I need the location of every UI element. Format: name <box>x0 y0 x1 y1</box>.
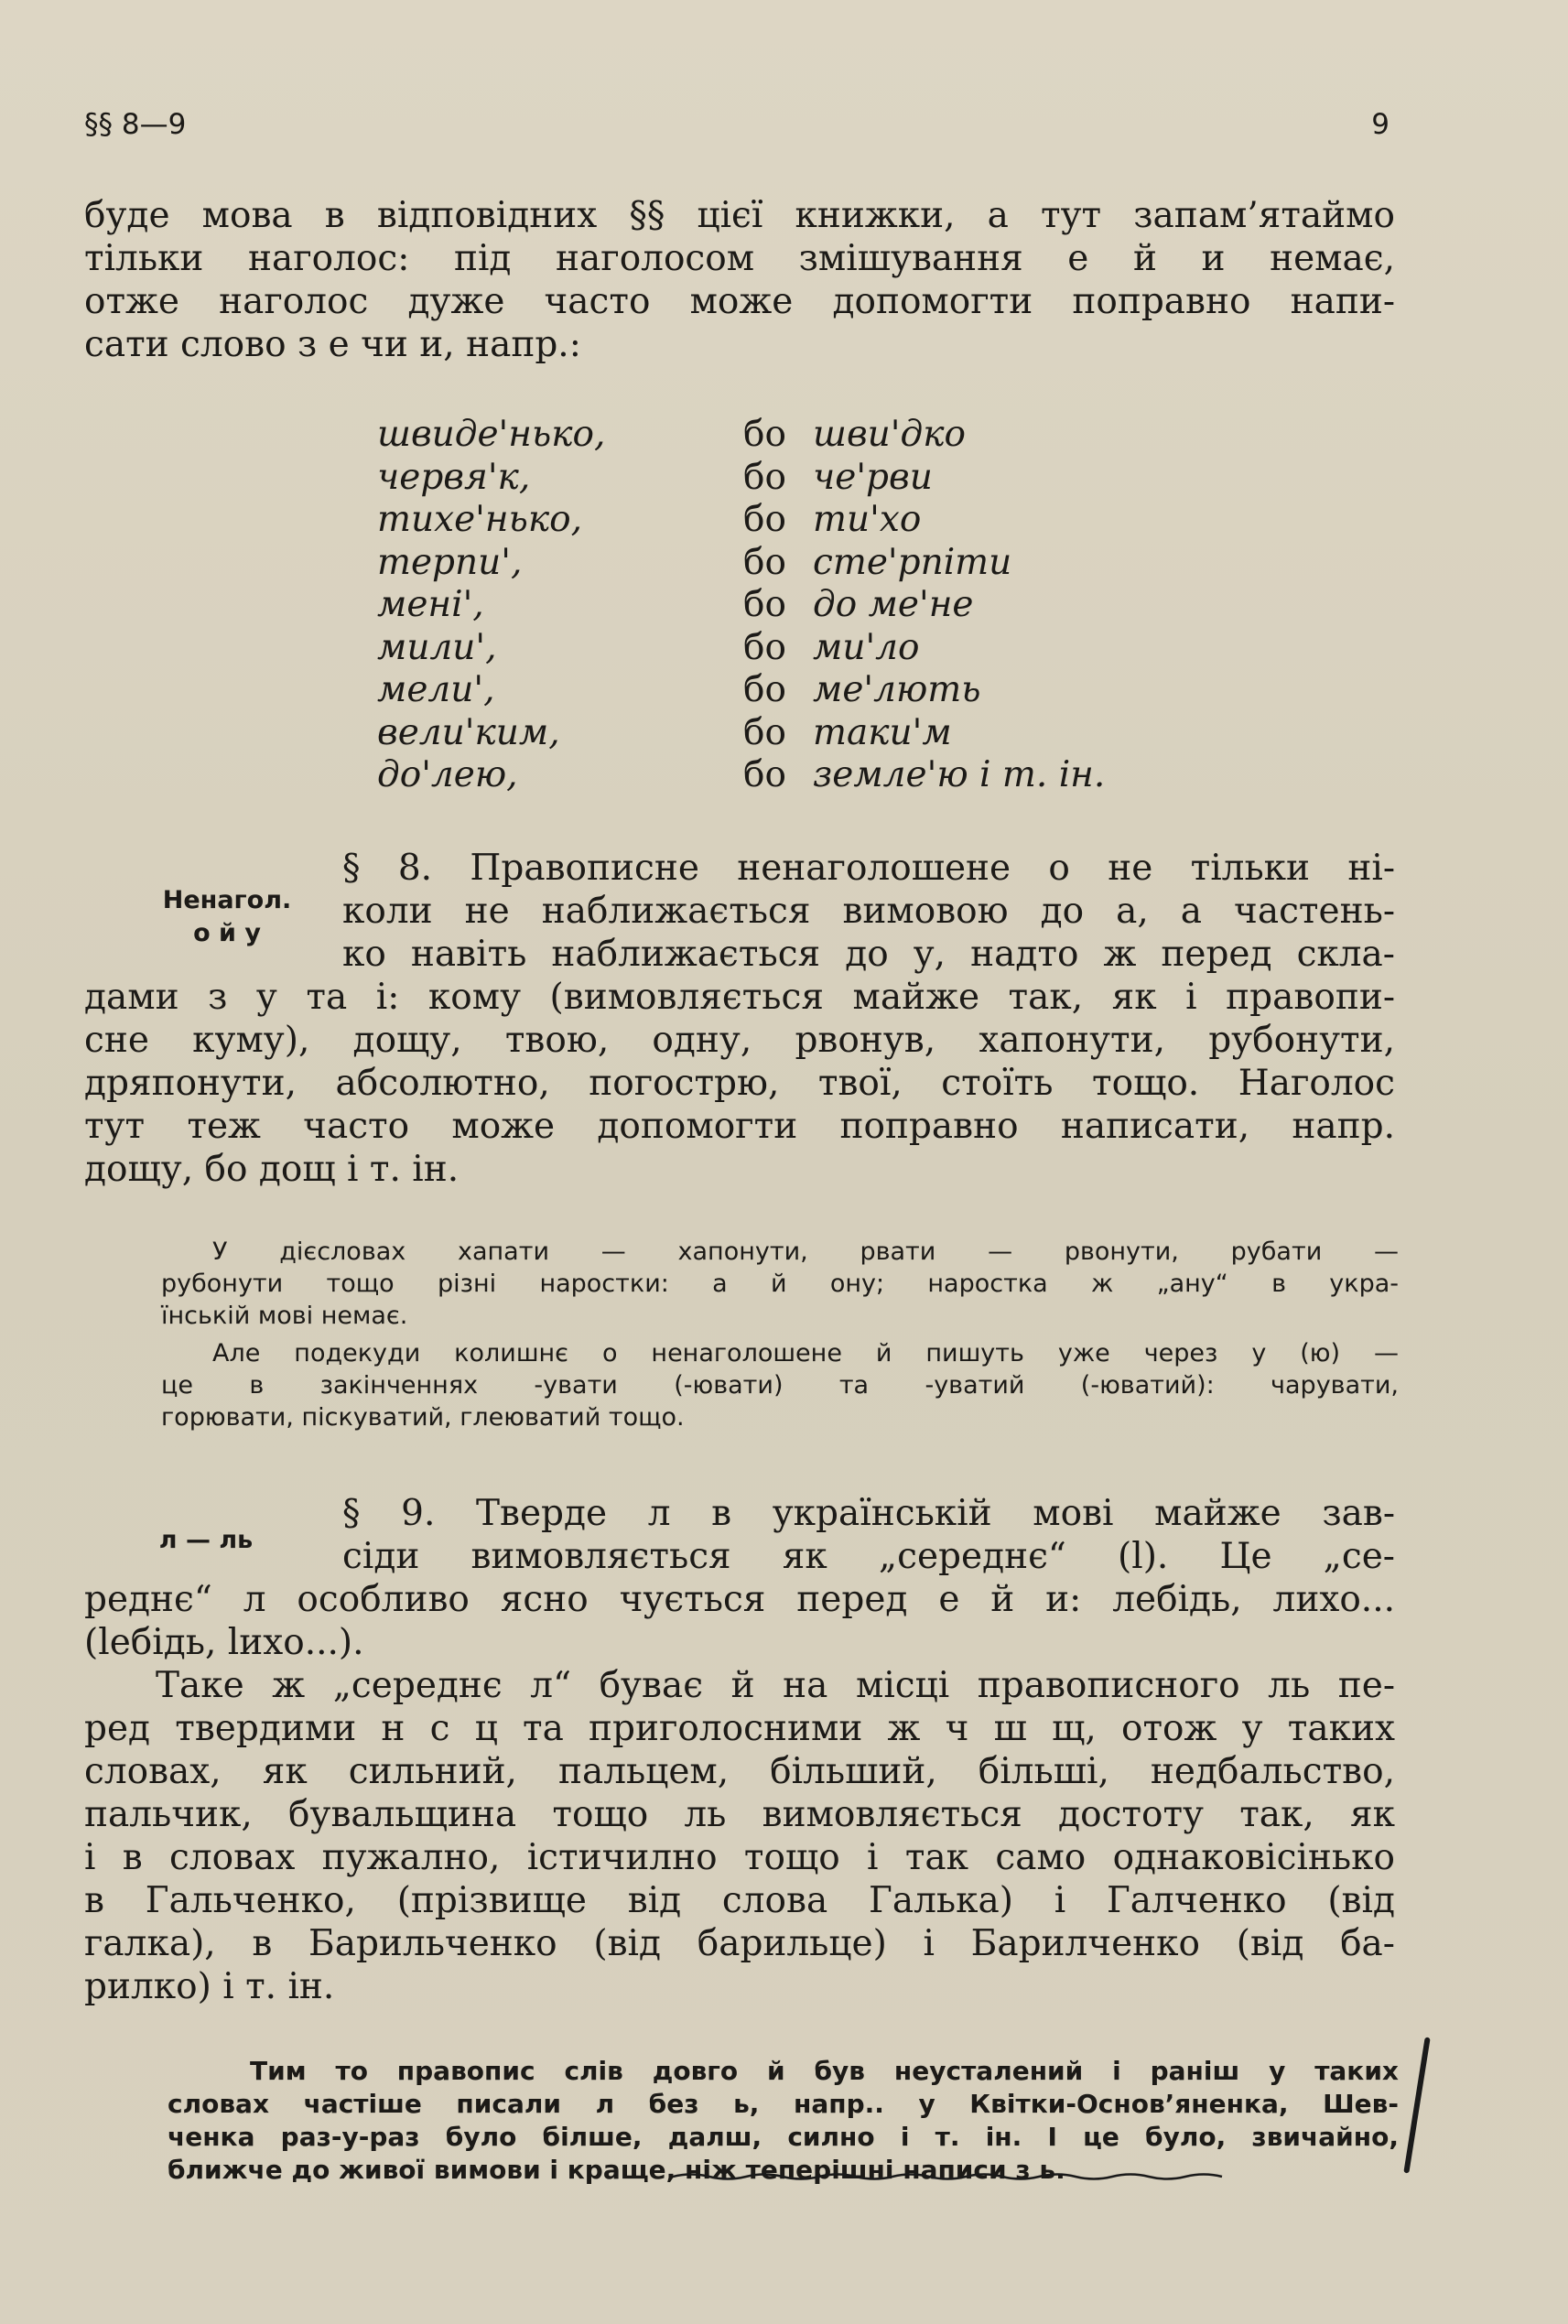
example-word: мили', <box>377 626 497 668</box>
example-row <box>377 754 1105 797</box>
example-word: мели', <box>377 669 495 710</box>
example-word: тихе'нько, <box>377 499 582 540</box>
example-conj: бо <box>743 584 786 625</box>
text-line: Таке ж „середнє л“ буває й на місці правописного ль пе- <box>156 1665 1395 1706</box>
example-word: мені', <box>377 584 484 625</box>
text-line: (lебідь, lихо...). <box>84 1622 364 1663</box>
text-line: дощу, бо дощ і т. ін. <box>84 1149 460 1190</box>
page-number: 9 <box>1371 108 1390 141</box>
example-row <box>377 414 1105 457</box>
text-line: коли не наближається вимовою до а, а частень- <box>342 891 1395 932</box>
text-line: тут теж часто може допомогти поправно написати, напр. <box>84 1106 1395 1147</box>
intro-paragraph <box>84 194 1395 366</box>
example-source: че'рви <box>813 456 933 498</box>
margin-note-section9: л — ль <box>158 1526 254 1554</box>
stress-examples-list <box>377 414 1105 797</box>
text-line: рилко) і т. ін. <box>84 1966 335 2007</box>
example-row <box>377 542 1105 585</box>
note-line: Тим то правопис слів довго й був неусталений і раніш у таких <box>250 2056 1399 2086</box>
example-row <box>377 712 1105 755</box>
example-row <box>377 627 1105 670</box>
running-head <box>84 108 1390 148</box>
note-line: У дієсловах хапати — хапонути, рвати — рвонути, рубати — <box>212 1238 1399 1266</box>
note-line: Але подекуди колишнє о ненаголошене й пишуть уже через у (ю) — <box>212 1339 1399 1367</box>
example-row <box>377 584 1105 627</box>
example-source: ти'хо <box>813 499 922 540</box>
example-word: швиде'нько, <box>377 414 606 455</box>
text-line: отже наголос дуже часто може допомогти поправно напи- <box>84 281 1395 322</box>
text-line: дряпонути, абсолютно, погострю, твої, стоїть тощо. Наголос <box>84 1063 1395 1104</box>
text-line: в Гальченко, (прізвище від слова Галька) і Галченко (від <box>84 1880 1395 1921</box>
text-line: тільки наголос: під наголосом змішування е й и немає, <box>84 238 1395 279</box>
margin-note-line: Ненагол. <box>162 886 292 914</box>
text-line: § 8. Правописне ненаголошене о не тільки ні- <box>342 848 1395 889</box>
note-line: рубонути тощо різні наростки: а й ону; наростка ж „ану“ в укра- <box>161 1270 1399 1298</box>
example-row <box>377 499 1105 542</box>
note-line: ченка раз-у-раз було білше, далш, силно і т. ін. І це було, звичайно, <box>168 2122 1399 2152</box>
example-source: шви'дко <box>813 414 966 455</box>
example-conj: бо <box>743 626 786 668</box>
section-9-paragraph <box>84 1492 1395 2008</box>
note-line: словах частіше писали л без ь, напр.. у Квітки-Основ’яненка, Шев- <box>168 2089 1399 2119</box>
example-source: таки'м <box>813 711 952 753</box>
example-word: вели'ким, <box>377 711 560 753</box>
example-source: ми'ло <box>813 626 920 668</box>
example-conj: бо <box>743 456 786 498</box>
margin-note-line: о й у <box>193 919 261 947</box>
example-source: до ме'не <box>813 584 974 625</box>
example-conj: бо <box>743 711 786 753</box>
note-line: їнській мові немає. <box>161 1302 408 1330</box>
example-conj: бо <box>743 754 786 795</box>
example-conj: бо <box>743 541 786 583</box>
example-source: сте'рпіти <box>813 541 1012 583</box>
section-8-note <box>161 1236 1399 1433</box>
example-source: земле'ю і т. ін. <box>813 754 1106 795</box>
handwritten-underline <box>673 2171 1240 2182</box>
note-line: це в закінченнях -увати (-ювати) та -уватий (-юватий): чарувати, <box>161 1371 1399 1400</box>
text-line: реднє“ л особливо ясно чується перед е й и: лебідь, лихо... <box>84 1579 1395 1620</box>
example-row <box>377 669 1105 712</box>
text-line: галка), в Барильченко (від барильце) і Барилченко (від ба- <box>84 1923 1395 1964</box>
section-9-note <box>168 2055 1399 2187</box>
text-line: ко навіть наближається до у, надто ж перед скла- <box>342 934 1395 975</box>
text-line: сіди вимовляється як „середнє“ (l). Це „се- <box>342 1536 1395 1577</box>
text-line: буде мова в відповідних §§ цієї книжки, а тут запам’ятаймо <box>84 195 1395 236</box>
example-word: терпи', <box>377 541 523 583</box>
note-line: ближче до живої вимови і краще, ніж теперішні написи з ь. <box>168 2155 1065 2185</box>
example-conj: бо <box>743 414 786 455</box>
text-line: сне куму), дощу, твою, одну, рвонув, хапонути, рубонути, <box>84 1020 1395 1061</box>
text-line: і в словах пужално, істичилно тощо і так само однаковісінько <box>84 1837 1395 1878</box>
text-line: § 9. Тверде л в українській мові майже зав- <box>342 1493 1395 1534</box>
section-8-paragraph <box>84 847 1395 1191</box>
example-row <box>377 457 1105 500</box>
text-line: сати слово з е чи и, напр.: <box>84 324 581 365</box>
example-word: до'лею, <box>377 754 518 795</box>
text-line: словах, як сильний, пальцем, більший, більші, недбальство, <box>84 1751 1395 1792</box>
section-range: §§ 8—9 <box>84 108 187 141</box>
example-conj: бо <box>743 499 786 540</box>
handwritten-margin-mark <box>1403 2037 1430 2173</box>
text-line: пальчик, бувальщина тощо ль вимовляється достоту так, як <box>84 1794 1395 1835</box>
text-line: дами з у та і: кому (вимовляється майже так, як і правопи- <box>84 977 1395 1018</box>
example-conj: бо <box>743 669 786 710</box>
example-source: ме'лють <box>813 669 981 710</box>
text-line: ред твердими н с ц та приголосними ж ч ш щ, отож у таких <box>84 1708 1395 1749</box>
example-word: червя'к, <box>377 456 531 498</box>
note-line: горювати, піскуватий, глеюватий тощо. <box>161 1403 685 1432</box>
